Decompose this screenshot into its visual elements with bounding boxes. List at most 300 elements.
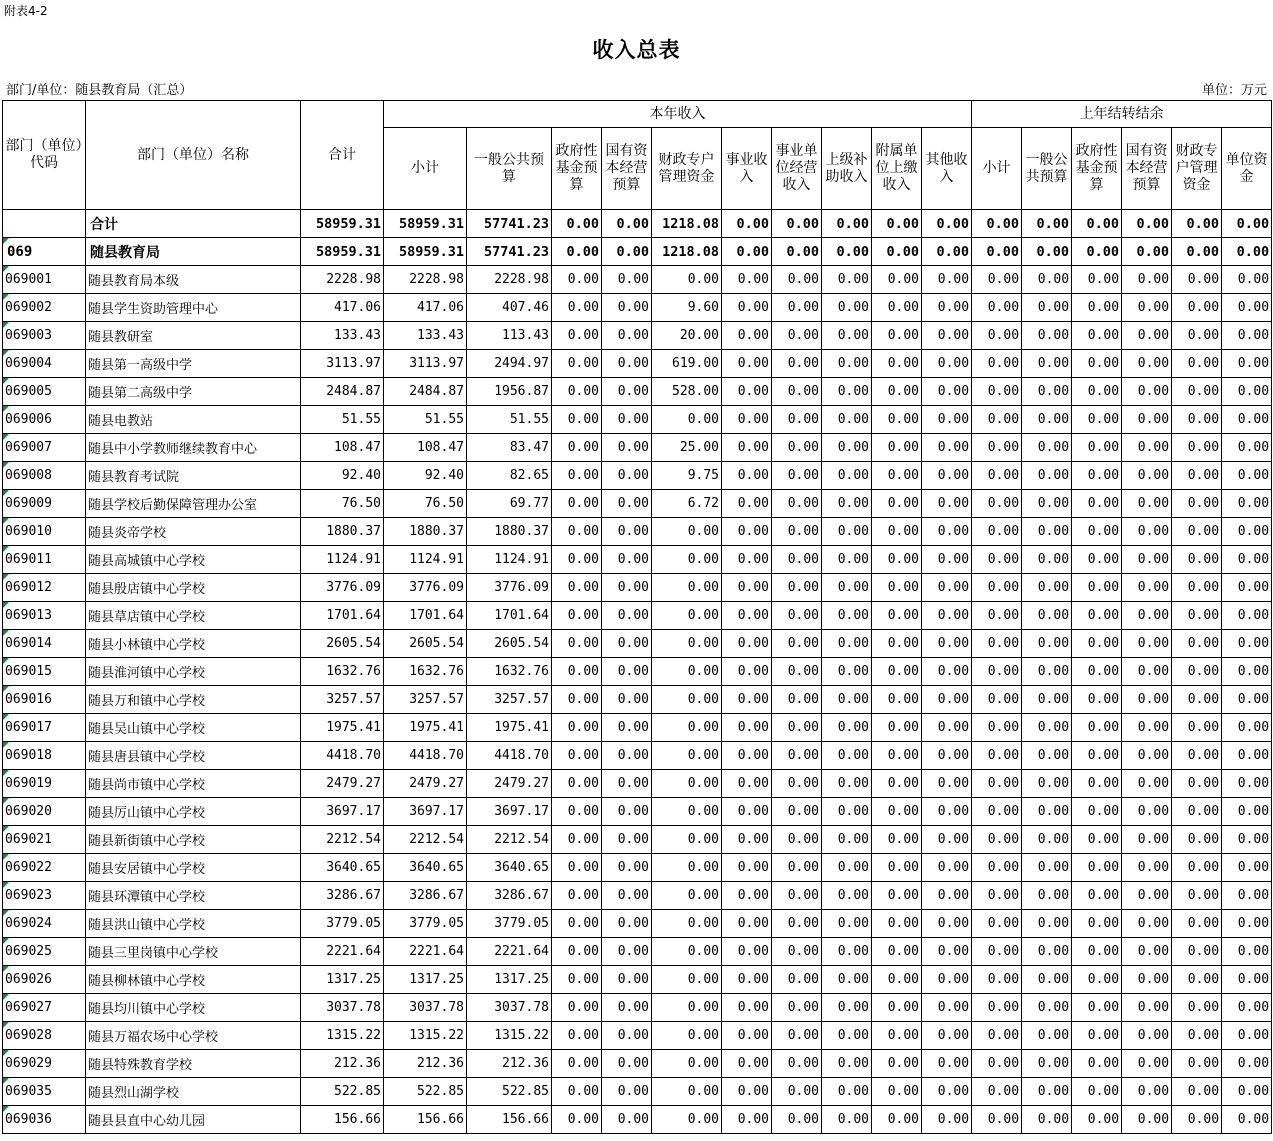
amount-cell: 1880.37 [301, 518, 384, 546]
amount-cell: 92.40 [384, 462, 467, 490]
amount-cell: 0.00 [972, 826, 1022, 854]
amount-cell: 0.00 [772, 658, 822, 686]
amount-cell: 108.47 [301, 434, 384, 462]
amount-cell: 0.00 [1022, 210, 1072, 238]
amount-cell: 0.00 [822, 322, 872, 350]
amount-cell: 76.50 [384, 490, 467, 518]
amount-cell: 0.00 [772, 462, 822, 490]
amount-cell: 0.00 [1022, 350, 1072, 378]
unit-name: 随县万福农场中心学校 [86, 1022, 301, 1050]
amount-cell: 0.00 [1222, 938, 1272, 966]
amount-cell: 0.00 [1022, 294, 1072, 322]
amount-cell: 0.00 [652, 770, 722, 798]
amount-cell: 0.00 [602, 602, 652, 630]
amount-cell: 156.66 [301, 1106, 384, 1134]
page-title: 收入总表 [592, 38, 681, 62]
amount-cell: 0.00 [602, 378, 652, 406]
amount-cell: 0.00 [972, 266, 1022, 294]
header-prior-col: 国有资本经营预算 [1122, 128, 1172, 210]
amount-cell: 0.00 [972, 770, 1022, 798]
amount-cell: 0.00 [822, 658, 872, 686]
amount-cell: 0.00 [922, 406, 972, 434]
table-row [3, 266, 1272, 294]
amount-cell: 0.00 [772, 798, 822, 826]
unit-name: 随县中小学教师继续教育中心 [86, 434, 301, 462]
amount-cell: 0.00 [552, 266, 602, 294]
amount-cell: 0.00 [1172, 826, 1222, 854]
amount-cell: 0.00 [1222, 350, 1272, 378]
table-row [3, 854, 1272, 882]
unit-name: 随县学生资助管理中心 [86, 294, 301, 322]
amount-cell: 2479.27 [301, 770, 384, 798]
table-row [3, 378, 1272, 406]
amount-cell: 0.00 [552, 1078, 602, 1106]
amount-cell: 0.00 [602, 406, 652, 434]
header-code: 部门（单位）代码 [3, 101, 86, 210]
amount-cell: 0.00 [602, 294, 652, 322]
amount-cell: 0.00 [822, 1106, 872, 1134]
table-row [3, 434, 1272, 462]
amount-cell: 0.00 [1222, 378, 1272, 406]
amount-cell: 0.00 [602, 854, 652, 882]
table-row [3, 574, 1272, 602]
amount-cell: 0.00 [1172, 406, 1222, 434]
amount-cell: 0.00 [1122, 518, 1172, 546]
amount-cell: 0.00 [772, 602, 822, 630]
amount-cell: 0.00 [1072, 546, 1122, 574]
unit-code: 069007 [3, 434, 86, 462]
unit-code: 069 [3, 238, 86, 266]
amount-cell: 0.00 [822, 406, 872, 434]
amount-cell: 0.00 [1222, 210, 1272, 238]
amount-cell: 0.00 [772, 378, 822, 406]
amount-cell: 0.00 [602, 882, 652, 910]
amount-cell: 1218.08 [652, 238, 722, 266]
amount-cell: 0.00 [552, 826, 602, 854]
amount-cell: 0.00 [1072, 742, 1122, 770]
amount-cell: 0.00 [872, 1022, 922, 1050]
amount-cell: 58959.31 [384, 210, 467, 238]
amount-cell: 0.00 [822, 686, 872, 714]
amount-cell: 0.00 [1072, 1050, 1122, 1078]
amount-cell: 0.00 [1222, 798, 1272, 826]
amount-cell: 0.00 [722, 518, 772, 546]
amount-cell: 0.00 [822, 238, 872, 266]
amount-cell: 51.55 [467, 406, 552, 434]
amount-cell: 0.00 [1022, 910, 1072, 938]
amount-cell: 0.00 [772, 238, 822, 266]
amount-cell: 0.00 [822, 378, 872, 406]
amount-cell: 1880.37 [384, 518, 467, 546]
amount-cell: 1632.76 [384, 658, 467, 686]
amount-cell: 0.00 [1222, 1050, 1272, 1078]
amount-cell: 0.00 [1172, 518, 1222, 546]
unit-code: 069017 [3, 714, 86, 742]
amount-cell: 0.00 [1022, 238, 1072, 266]
amount-cell: 0.00 [1022, 630, 1072, 658]
amount-cell: 0.00 [652, 546, 722, 574]
amount-cell: 6.72 [652, 490, 722, 518]
amount-cell: 0.00 [1072, 966, 1122, 994]
amount-cell: 0.00 [722, 630, 772, 658]
amount-cell: 0.00 [1122, 994, 1172, 1022]
amount-cell: 0.00 [1022, 798, 1072, 826]
amount-cell: 0.00 [822, 490, 872, 518]
amount-cell: 0.00 [1122, 798, 1172, 826]
amount-cell: 0.00 [822, 966, 872, 994]
amount-cell: 0.00 [1172, 714, 1222, 742]
amount-cell: 0.00 [972, 406, 1022, 434]
amount-cell: 1124.91 [467, 546, 552, 574]
amount-cell: 0.00 [1222, 322, 1272, 350]
amount-cell: 156.66 [467, 1106, 552, 1134]
amount-cell: 0.00 [1172, 994, 1222, 1022]
amount-cell: 0.00 [772, 770, 822, 798]
amount-cell: 1124.91 [384, 546, 467, 574]
amount-cell: 0.00 [652, 798, 722, 826]
amount-cell: 0.00 [1222, 518, 1272, 546]
table-row [3, 910, 1272, 938]
unit-name: 随县吴山镇中心学校 [86, 714, 301, 742]
amount-cell: 0.00 [652, 1050, 722, 1078]
amount-cell: 0.00 [1222, 1078, 1272, 1106]
amount-cell: 0.00 [552, 574, 602, 602]
unit-code: 069036 [3, 1106, 86, 1134]
amount-cell: 0.00 [722, 938, 772, 966]
amount-cell: 0.00 [1072, 490, 1122, 518]
amount-cell: 0.00 [1222, 490, 1272, 518]
amount-cell: 0.00 [1122, 322, 1172, 350]
unit-name: 随县县直中心幼儿园 [86, 1106, 301, 1134]
amount-cell: 0.00 [922, 742, 972, 770]
department-row [3, 238, 1272, 266]
unit-code: 069002 [3, 294, 86, 322]
amount-cell: 0.00 [822, 714, 872, 742]
amount-cell: 0.00 [1172, 1106, 1222, 1134]
amount-cell: 0.00 [822, 518, 872, 546]
amount-cell: 0.00 [602, 434, 652, 462]
amount-cell: 0.00 [872, 714, 922, 742]
amount-cell: 2221.64 [301, 938, 384, 966]
amount-cell: 0.00 [1122, 910, 1172, 938]
amount-cell: 0.00 [1072, 294, 1122, 322]
amount-cell: 2484.87 [301, 378, 384, 406]
amount-cell: 0.00 [922, 966, 972, 994]
unit-name: 随县新街镇中心学校 [86, 826, 301, 854]
amount-cell: 4418.70 [467, 742, 552, 770]
amount-cell: 0.00 [552, 406, 602, 434]
table-row [3, 686, 1272, 714]
unit-code: 069028 [3, 1022, 86, 1050]
amount-cell: 3113.97 [384, 350, 467, 378]
amount-cell: 1880.37 [467, 518, 552, 546]
unit-name: 随县柳林镇中心学校 [86, 966, 301, 994]
amount-cell: 0.00 [822, 294, 872, 322]
amount-cell: 3697.17 [467, 798, 552, 826]
amount-cell: 0.00 [552, 210, 602, 238]
amount-cell: 0.00 [552, 378, 602, 406]
amount-cell: 0.00 [922, 350, 972, 378]
amount-cell: 3776.09 [384, 574, 467, 602]
header-prior-col: 政府性基金预算 [1072, 128, 1122, 210]
amount-cell: 0.00 [822, 210, 872, 238]
amount-cell: 522.85 [301, 1078, 384, 1106]
amount-cell: 1317.25 [301, 966, 384, 994]
amount-cell: 2479.27 [467, 770, 552, 798]
unit-code: 069006 [3, 406, 86, 434]
amount-cell: 0.00 [1222, 1022, 1272, 1050]
amount-cell: 3286.67 [301, 882, 384, 910]
amount-cell: 0.00 [652, 1106, 722, 1134]
header-current-col: 一般公共预算 [467, 128, 552, 210]
amount-cell: 0.00 [1222, 434, 1272, 462]
amount-cell: 0.00 [552, 854, 602, 882]
amount-cell: 0.00 [1072, 798, 1122, 826]
amount-cell: 0.00 [1022, 574, 1072, 602]
amount-cell: 0.00 [772, 910, 822, 938]
amount-cell: 0.00 [972, 210, 1022, 238]
amount-cell: 0.00 [772, 938, 822, 966]
amount-cell: 0.00 [1072, 686, 1122, 714]
amount-cell: 0.00 [872, 630, 922, 658]
amount-cell: 0.00 [922, 798, 972, 826]
amount-cell: 0.00 [872, 350, 922, 378]
amount-cell: 0.00 [1022, 658, 1072, 686]
amount-cell: 0.00 [722, 322, 772, 350]
amount-cell: 0.00 [1222, 714, 1272, 742]
amount-cell: 0.00 [1122, 434, 1172, 462]
amount-cell: 0.00 [552, 518, 602, 546]
amount-cell: 0.00 [922, 322, 972, 350]
unit-name: 随县均川镇中心学校 [86, 994, 301, 1022]
amount-cell: 3640.65 [384, 854, 467, 882]
amount-cell: 0.00 [652, 518, 722, 546]
amount-cell: 0.00 [822, 602, 872, 630]
amount-cell: 0.00 [552, 966, 602, 994]
amount-cell: 0.00 [822, 462, 872, 490]
table-row [3, 546, 1272, 574]
amount-cell: 0.00 [652, 994, 722, 1022]
amount-cell: 4418.70 [301, 742, 384, 770]
amount-cell: 0.00 [1072, 350, 1122, 378]
amount-cell: 0.00 [722, 266, 772, 294]
unit-code: 069012 [3, 574, 86, 602]
amount-cell: 0.00 [922, 770, 972, 798]
amount-cell: 0.00 [922, 266, 972, 294]
amount-cell: 9.60 [652, 294, 722, 322]
amount-cell: 0.00 [1122, 1078, 1172, 1106]
amount-cell: 417.06 [301, 294, 384, 322]
amount-cell: 0.00 [872, 266, 922, 294]
amount-cell: 2494.97 [467, 350, 552, 378]
amount-cell: 0.00 [922, 1106, 972, 1134]
unit-name: 随县尚市镇中心学校 [86, 770, 301, 798]
amount-cell: 82.65 [467, 462, 552, 490]
amount-cell: 0.00 [652, 266, 722, 294]
amount-cell: 3037.78 [467, 994, 552, 1022]
table-row [3, 322, 1272, 350]
amount-cell: 522.85 [467, 1078, 552, 1106]
unit-name: 随县高城镇中心学校 [86, 546, 301, 574]
amount-cell: 0.00 [1022, 966, 1072, 994]
table-row [3, 518, 1272, 546]
amount-cell: 0.00 [1222, 238, 1272, 266]
amount-cell: 0.00 [872, 406, 922, 434]
amount-cell: 0.00 [602, 322, 652, 350]
amount-cell: 0.00 [822, 350, 872, 378]
amount-cell: 0.00 [822, 882, 872, 910]
amount-cell: 0.00 [772, 266, 822, 294]
amount-cell: 0.00 [872, 966, 922, 994]
amount-cell: 0.00 [552, 434, 602, 462]
amount-cell: 133.43 [301, 322, 384, 350]
amount-cell: 0.00 [1172, 266, 1222, 294]
amount-cell: 0.00 [772, 1050, 822, 1078]
amount-cell: 0.00 [552, 602, 602, 630]
amount-cell: 0.00 [722, 966, 772, 994]
amount-cell: 0.00 [772, 350, 822, 378]
amount-cell: 1124.91 [301, 546, 384, 574]
amount-cell: 0.00 [1122, 854, 1172, 882]
amount-cell: 0.00 [1122, 1106, 1172, 1134]
amount-cell: 2221.64 [384, 938, 467, 966]
amount-cell: 0.00 [972, 994, 1022, 1022]
amount-cell: 2484.87 [384, 378, 467, 406]
amount-cell: 3257.57 [384, 686, 467, 714]
amount-cell: 0.00 [602, 658, 652, 686]
unit-name: 随县教育局本级 [86, 266, 301, 294]
table-row [3, 658, 1272, 686]
amount-cell: 0.00 [1122, 826, 1172, 854]
amount-cell: 0.00 [972, 630, 1022, 658]
amount-cell: 1975.41 [467, 714, 552, 742]
amount-cell: 0.00 [872, 602, 922, 630]
amount-cell: 0.00 [972, 910, 1022, 938]
unit-code: 069035 [3, 1078, 86, 1106]
amount-cell: 0.00 [1022, 406, 1072, 434]
amount-cell: 0.00 [772, 434, 822, 462]
amount-cell: 0.00 [872, 938, 922, 966]
unit-name: 随县教育局 [86, 238, 301, 266]
amount-cell: 0.00 [1222, 966, 1272, 994]
amount-cell: 0.00 [602, 266, 652, 294]
amount-cell: 0.00 [602, 966, 652, 994]
amount-cell: 0.00 [602, 1050, 652, 1078]
amount-cell: 0.00 [602, 546, 652, 574]
amount-cell: 1315.22 [384, 1022, 467, 1050]
unit-name: 随县炎帝学校 [86, 518, 301, 546]
unit-name: 随县教育考试院 [86, 462, 301, 490]
amount-cell: 522.85 [384, 1078, 467, 1106]
amount-cell: 0.00 [722, 406, 772, 434]
amount-cell: 0.00 [722, 798, 772, 826]
amount-cell: 0.00 [922, 854, 972, 882]
amount-cell: 0.00 [772, 854, 822, 882]
amount-cell: 417.06 [384, 294, 467, 322]
amount-cell: 0.00 [552, 882, 602, 910]
header-current-col: 财政专户管理资金 [652, 128, 722, 210]
table-row [3, 938, 1272, 966]
amount-cell: 0.00 [922, 910, 972, 938]
amount-cell: 9.75 [652, 462, 722, 490]
amount-cell: 0.00 [722, 602, 772, 630]
amount-cell: 0.00 [922, 294, 972, 322]
amount-cell: 1956.87 [467, 378, 552, 406]
amount-cell: 0.00 [972, 462, 1022, 490]
amount-cell: 0.00 [1172, 1078, 1222, 1106]
amount-cell: 0.00 [1072, 1022, 1122, 1050]
amount-cell: 0.00 [722, 882, 772, 910]
amount-cell: 0.00 [602, 770, 652, 798]
amount-cell: 0.00 [1172, 574, 1222, 602]
amount-cell: 0.00 [1072, 378, 1122, 406]
amount-cell: 0.00 [922, 882, 972, 910]
amount-cell: 0.00 [1222, 742, 1272, 770]
amount-cell: 619.00 [652, 350, 722, 378]
amount-cell: 0.00 [822, 994, 872, 1022]
amount-cell: 1317.25 [467, 966, 552, 994]
amount-cell: 0.00 [872, 490, 922, 518]
amount-cell: 3697.17 [384, 798, 467, 826]
amount-cell: 0.00 [1172, 966, 1222, 994]
amount-cell: 0.00 [552, 1050, 602, 1078]
amount-cell: 0.00 [1072, 574, 1122, 602]
amount-cell: 0.00 [922, 826, 972, 854]
amount-cell: 0.00 [1222, 266, 1272, 294]
amount-cell: 212.36 [301, 1050, 384, 1078]
amount-cell: 0.00 [1122, 490, 1172, 518]
amount-cell: 0.00 [1022, 602, 1072, 630]
amount-cell: 0.00 [602, 210, 652, 238]
amount-cell: 0.00 [602, 1106, 652, 1134]
amount-cell: 0.00 [1072, 602, 1122, 630]
amount-cell: 0.00 [972, 882, 1022, 910]
amount-cell: 0.00 [1222, 882, 1272, 910]
amount-cell: 0.00 [1122, 938, 1172, 966]
amount-cell: 0.00 [552, 238, 602, 266]
amount-cell: 0.00 [1022, 546, 1072, 574]
amount-cell: 0.00 [922, 994, 972, 1022]
amount-cell: 0.00 [772, 882, 822, 910]
amount-cell: 0.00 [1222, 826, 1272, 854]
amount-cell: 0.00 [922, 1050, 972, 1078]
amount-cell: 2221.64 [467, 938, 552, 966]
amount-cell: 0.00 [1022, 938, 1072, 966]
amount-cell: 0.00 [1122, 714, 1172, 742]
amount-cell: 0.00 [1072, 994, 1122, 1022]
amount-cell: 0.00 [1022, 1022, 1072, 1050]
amount-cell: 0.00 [1022, 826, 1072, 854]
amount-cell: 0.00 [1072, 854, 1122, 882]
amount-cell: 0.00 [1022, 518, 1072, 546]
unit-code: 069022 [3, 854, 86, 882]
unit-code: 069016 [3, 686, 86, 714]
amount-cell: 0.00 [652, 742, 722, 770]
amount-cell: 0.00 [972, 602, 1022, 630]
amount-cell: 3257.57 [467, 686, 552, 714]
amount-cell: 0.00 [822, 546, 872, 574]
amount-cell: 0.00 [772, 294, 822, 322]
amount-cell: 0.00 [1122, 350, 1172, 378]
amount-cell: 0.00 [1222, 294, 1272, 322]
amount-cell: 0.00 [602, 1022, 652, 1050]
unit-code: 069010 [3, 518, 86, 546]
amount-cell: 0.00 [652, 966, 722, 994]
amount-cell: 3779.05 [467, 910, 552, 938]
amount-cell: 0.00 [1022, 742, 1072, 770]
amount-cell: 0.00 [652, 686, 722, 714]
table-row [3, 714, 1272, 742]
